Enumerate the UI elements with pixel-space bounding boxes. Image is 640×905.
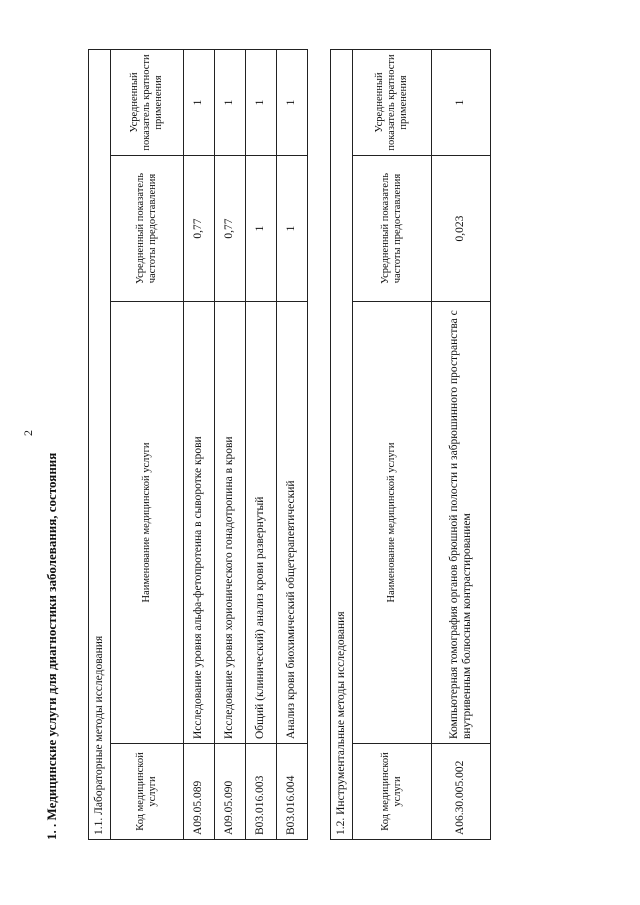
table-row: [432, 49, 491, 839]
service-name: Компьютерная томография органов брюшной полости и забрюшинного пространства с внутривенным болюсным контрастированием: [432, 302, 491, 744]
multiplicity-value: 1: [277, 50, 308, 156]
column-header-code: Код медицинской услуги: [111, 744, 184, 840]
lab-methods-table: [88, 49, 308, 840]
table-row: [246, 50, 277, 840]
column-header-multiplicity: Усредненный показатель кратности применения: [353, 49, 432, 155]
service-name: Общий (клинический) анализ крови развернутый: [246, 302, 277, 744]
instrumental-methods-table: [330, 49, 491, 840]
multiplicity-value: 1: [184, 50, 215, 156]
column-header-frequency: Усредненный показатель частоты предоставления: [111, 156, 184, 302]
section-heading: 1. . Медицинские услуги для диагностики заболевания, состояния: [44, 452, 59, 840]
service-code: A09.05.090: [215, 744, 246, 840]
service-name: Исследование уровня альфа-фетопротеина в сыворотке крови: [184, 302, 215, 744]
service-code: A06.30.005.002: [432, 744, 491, 840]
table-row: [215, 50, 246, 840]
table-row: [277, 50, 308, 840]
instrumental-section-title: 1.2. Инструментальные методы исследования: [331, 49, 353, 839]
frequency-value: 1: [246, 156, 277, 302]
service-name: Исследование уровня хорионического гонадотропина в крови: [215, 302, 246, 744]
multiplicity-value: 1: [246, 50, 277, 156]
frequency-value: 0,023: [432, 156, 491, 302]
page-number: 2: [21, 430, 35, 436]
service-code: B03.016.003: [246, 744, 277, 840]
multiplicity-value: 1: [432, 49, 491, 155]
column-header-code: Код медицинской услуги: [353, 744, 432, 840]
frequency-value: 0,77: [184, 156, 215, 302]
service-name: Анализ крови биохимический общетерапевтический: [277, 302, 308, 744]
table-row: [184, 50, 215, 840]
service-code: B03.016.004: [277, 744, 308, 840]
column-header-multiplicity: Усредненный показатель кратности применения: [111, 50, 184, 156]
column-header-name: Наименование медицинской услуги: [353, 302, 432, 744]
multiplicity-value: 1: [215, 50, 246, 156]
frequency-value: 1: [277, 156, 308, 302]
rotated-page-content: [34, 50, 609, 840]
frequency-value: 0,77: [215, 156, 246, 302]
lab-section-title: 1.1. Лабораторные методы исследования: [89, 50, 111, 840]
service-code: A09.05.089: [184, 744, 215, 840]
column-header-frequency: Усредненный показатель частоты предоставления: [353, 156, 432, 302]
column-header-name: Наименование медицинской услуги: [111, 302, 184, 744]
